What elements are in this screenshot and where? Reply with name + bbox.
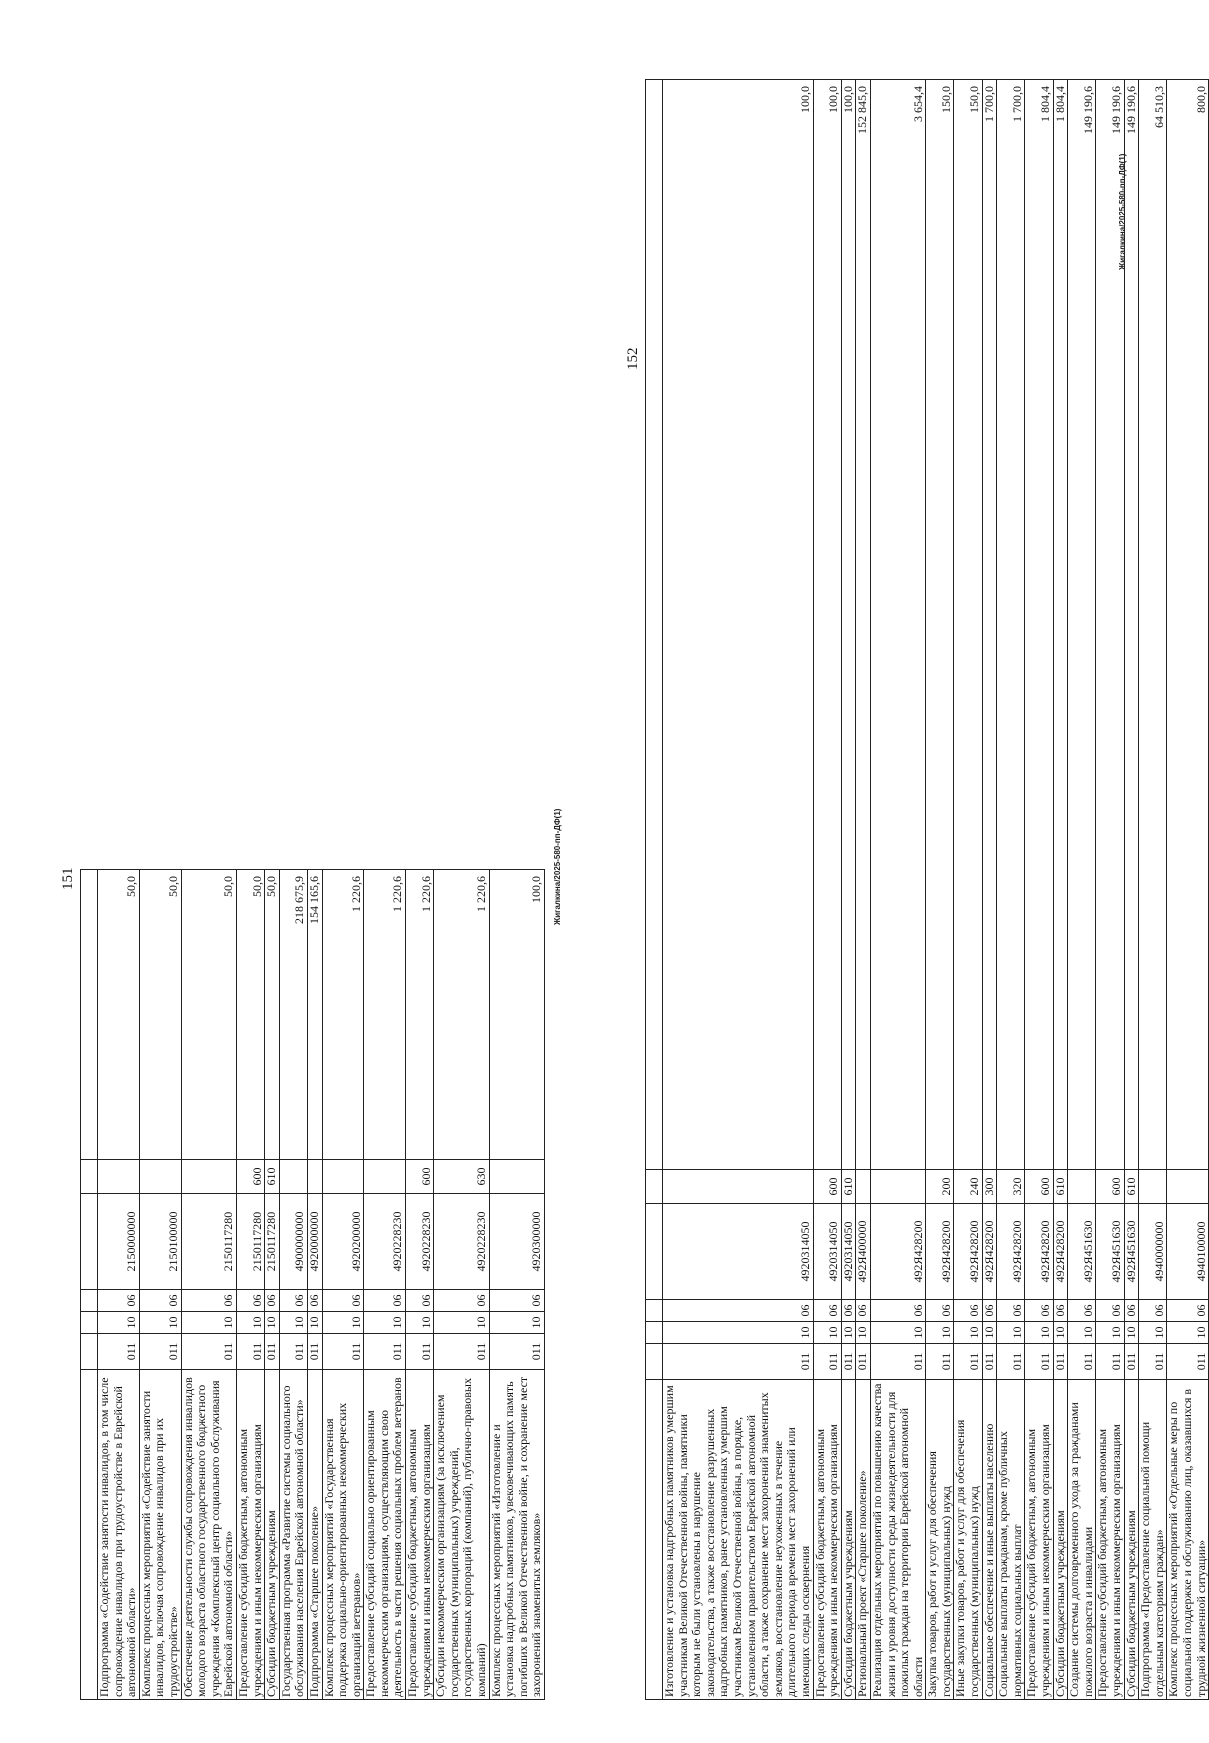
row-vr: 610 [1053, 1170, 1068, 1204]
row-name: Социальные выплаты гражданам, кроме публичных нормативных социальных выплат [997, 1380, 1025, 1700]
row-name: Предоставление субсидий бюджетным, автономным учреждениям и иным некоммерческим организациям [1025, 1380, 1053, 1700]
row-csr: 492Я428200 [1025, 1204, 1053, 1300]
row-pr: 06 [1053, 1300, 1068, 1322]
row-gr: 011 [997, 1344, 1025, 1380]
table-row [1124, 80, 1139, 1700]
row-name: Предоставление субсидий социально ориентированным некоммерческим организациям, осуществляющим свою деятельность в части решения социальных проблем ветеранов [364, 1370, 406, 1700]
row-name: Закупка товаров, работ и услуг для обеспечения государственных (муниципальных) нужд [926, 1380, 954, 1700]
row-name: Предоставление субсидий бюджетным, автономным учреждениям и иным некоммерческим организациям [236, 1370, 264, 1700]
row-csr: 492Я400000 [856, 1204, 871, 1300]
row-rz: 10 [856, 1322, 871, 1344]
row-vr: 610 [1124, 1170, 1139, 1204]
row-amount: 152 845,0 [856, 80, 871, 1170]
row-vr [181, 1160, 236, 1194]
row-name: Обеспечение деятельности службы сопровождения инвалидов молодого возраста областного государственного бюджетного учреждения «Комплексный центр социального обслуживания Еврейской автономной области» [181, 1370, 236, 1700]
row-csr: 492Я428200 [1053, 1204, 1068, 1300]
row-gr: 011 [364, 1334, 406, 1370]
row-rz: 10 [489, 1312, 544, 1334]
row-gr: 011 [1068, 1344, 1096, 1380]
table-row [1025, 80, 1053, 1700]
table-row [322, 870, 364, 1700]
row-pr: 06 [841, 1300, 856, 1322]
row-rz: 10 [926, 1322, 954, 1344]
row-gr: 011 [954, 1344, 982, 1380]
row-pr: 06 [434, 1290, 489, 1312]
row-amount: 50,0 [236, 870, 264, 1160]
row-vr [1139, 1170, 1167, 1204]
row-pr: 06 [279, 1290, 307, 1312]
row-gr: 011 [813, 1344, 841, 1380]
row-rz: 10 [813, 1322, 841, 1344]
header-cell [646, 1344, 663, 1380]
row-vr: 200 [926, 1170, 954, 1204]
row-rz: 10 [1068, 1322, 1096, 1344]
row-pr: 06 [265, 1290, 280, 1312]
row-gr: 011 [406, 1334, 434, 1370]
footer-left: Жигалкина/2025-580-пп-ДФ(1) [553, 808, 562, 925]
row-amount: 1 220,6 [434, 870, 489, 1160]
row-name: Изготовление и установка надгробных памятников умершим участникам Великой Отечественной войны, памятники которым не были установлены в нарушение законодательства, а также восстановление разрушенных надгробных памятников, ранее установленных умершим участникам Великой Отечественной войны, в порядке, установленном правительством Еврейской автономной области, а также сохранение мест захоронений знаменитых земляков, восстановление неухоженных в течение длительного периода времени мест захоронений или имеющих следы осквернения [663, 1380, 814, 1700]
row-vr: 600 [1025, 1170, 1053, 1204]
row-name: Подпрограмма «Старшее поколение» [307, 1370, 322, 1700]
row-amount: 150,0 [954, 80, 982, 1170]
row-amount: 100,0 [489, 870, 544, 1160]
row-csr: 2150117280 [236, 1194, 264, 1290]
row-pr: 06 [997, 1300, 1025, 1322]
row-pr: 06 [1124, 1300, 1139, 1322]
row-rz: 10 [1053, 1322, 1068, 1344]
table-row [1068, 80, 1096, 1700]
row-vr: 610 [265, 1160, 280, 1194]
row-rz: 10 [663, 1322, 814, 1344]
row-amount: 1 220,6 [364, 870, 406, 1160]
row-pr: 06 [1167, 1300, 1209, 1322]
table-row [1167, 80, 1209, 1700]
table-row [236, 870, 264, 1700]
row-csr: 4920228230 [434, 1194, 489, 1290]
row-name: Предоставление субсидий бюджетным, автономным учреждениям и иным некоммерческим организациям [406, 1370, 434, 1700]
header-cell [81, 1334, 98, 1370]
row-amount: 100,0 [813, 80, 841, 1170]
row-csr: 4920000000 [307, 1194, 322, 1290]
row-gr: 011 [434, 1334, 489, 1370]
header-cell [81, 1160, 98, 1194]
row-csr: 2150000000 [98, 1194, 140, 1290]
table-row [364, 870, 406, 1700]
row-rz: 10 [236, 1312, 264, 1334]
row-pr: 06 [1096, 1300, 1124, 1322]
row-csr: 4900000000 [279, 1194, 307, 1290]
row-vr: 300 [982, 1170, 997, 1204]
row-gr: 011 [1139, 1344, 1167, 1380]
row-amount: 50,0 [181, 870, 236, 1160]
row-rz: 10 [322, 1312, 364, 1334]
row-name: Реализация отдельных мероприятий по повышению качества жизни и уровня доступности среды жизнедеятельности для пожилых граждан на территории Еврейской автономной области [870, 1380, 925, 1700]
row-vr [663, 1170, 814, 1204]
row-rz: 10 [98, 1312, 140, 1334]
row-pr: 06 [307, 1290, 322, 1312]
row-pr: 06 [489, 1290, 544, 1312]
table-row [489, 870, 544, 1700]
row-amount: 50,0 [139, 870, 181, 1160]
header-cell [646, 1380, 663, 1700]
row-gr: 011 [1124, 1344, 1139, 1380]
row-pr: 06 [236, 1290, 264, 1312]
row-name: Государственная программа «Развитие системы социального обслуживания населения Еврейской автономной области» [279, 1370, 307, 1700]
row-vr: 600 [236, 1160, 264, 1194]
row-amount: 1 700,0 [982, 80, 997, 1170]
row-gr: 011 [265, 1334, 280, 1370]
row-rz: 10 [265, 1312, 280, 1334]
row-vr: 610 [841, 1170, 856, 1204]
row-name: Иные закупки товаров, работ и услуг для обеспечения государственных (муниципальных) нужд [954, 1380, 982, 1700]
row-rz: 10 [1139, 1322, 1167, 1344]
row-csr: 492Я428200 [926, 1204, 954, 1300]
row-rz: 10 [954, 1322, 982, 1344]
row-vr [307, 1160, 322, 1194]
row-vr: 240 [954, 1170, 982, 1204]
row-vr: 600 [406, 1160, 434, 1194]
row-gr: 011 [1025, 1344, 1053, 1380]
row-vr: 600 [1096, 1170, 1124, 1204]
row-rz: 10 [406, 1312, 434, 1334]
row-amount: 64 510,3 [1139, 80, 1167, 1170]
row-gr: 011 [139, 1334, 181, 1370]
row-name: Комплекс процессных мероприятий «Содействие занятости инвалидов, включая сопровождение инвалидов при их трудоустройстве» [139, 1370, 181, 1700]
row-gr: 011 [98, 1334, 140, 1370]
table-row [813, 80, 841, 1700]
row-pr: 06 [813, 1300, 841, 1322]
row-vr: 630 [434, 1160, 489, 1194]
table-row [98, 870, 140, 1700]
row-amount: 1 220,6 [322, 870, 364, 1160]
row-csr: 4940100000 [1167, 1204, 1209, 1300]
row-pr: 06 [98, 1290, 140, 1312]
row-name: Субсидии бюджетным учреждениям [841, 1380, 856, 1700]
row-name: Региональный проект «Старшее поколение» [856, 1380, 871, 1700]
row-amount: 50,0 [98, 870, 140, 1160]
header-cell [81, 1194, 98, 1290]
row-amount: 154 165,6 [307, 870, 322, 1160]
row-amount: 800,0 [1167, 80, 1209, 1170]
page-number: 151 [60, 867, 76, 890]
row-csr: 4920314050 [813, 1204, 841, 1300]
row-gr: 011 [1167, 1344, 1209, 1380]
table-row [841, 80, 856, 1700]
row-name: Субсидии бюджетным учреждениям [1124, 1380, 1139, 1700]
row-amount: 150,0 [926, 80, 954, 1170]
table-row [265, 870, 280, 1700]
table-row [997, 80, 1025, 1700]
row-csr: 2150100000 [139, 1194, 181, 1290]
table-row [870, 80, 925, 1700]
row-rz: 10 [982, 1322, 997, 1344]
row-name: Создание системы долговременного ухода за гражданами пожилого возраста и инвалидами [1068, 1380, 1096, 1700]
row-vr [870, 1170, 925, 1204]
row-vr [98, 1160, 140, 1194]
budget-table [80, 869, 545, 1700]
page-152 [625, 60, 1208, 1700]
row-gr: 011 [663, 1344, 814, 1380]
row-rz: 10 [1124, 1322, 1139, 1344]
row-pr: 06 [406, 1290, 434, 1312]
row-vr [1167, 1170, 1209, 1204]
table-row [982, 80, 997, 1700]
row-vr [489, 1160, 544, 1194]
row-name: Подпрограмма «Предоставление социальной помощи отдельным категориям граждан» [1139, 1380, 1167, 1700]
row-pr: 06 [870, 1300, 925, 1322]
row-csr: 4920300000 [489, 1194, 544, 1290]
row-gr: 011 [1053, 1344, 1068, 1380]
row-vr [322, 1160, 364, 1194]
row-pr: 06 [322, 1290, 364, 1312]
row-rz: 10 [1096, 1322, 1124, 1344]
row-amount: 1 804,4 [1053, 80, 1068, 1170]
row-name: Субсидии некоммерческим организациям (за исключением государственных (муниципальных) учреждений, государственных корпораций (компаний), публично-правовых компаний) [434, 1370, 489, 1700]
table-row [181, 870, 236, 1700]
row-vr [1068, 1170, 1096, 1204]
row-csr: 492Я428200 [870, 1204, 925, 1300]
header-cell [646, 1300, 663, 1322]
row-amount: 3 654,4 [870, 80, 925, 1170]
row-pr: 06 [364, 1290, 406, 1312]
row-vr: 600 [813, 1170, 841, 1204]
row-amount: 100,0 [841, 80, 856, 1170]
row-pr: 06 [1025, 1300, 1053, 1322]
row-name: Предоставление субсидий бюджетным, автономным учреждениям и иным некоммерческим организациям [813, 1380, 841, 1700]
row-name: Комплекс процессных мероприятий «Отдельные меры по социальной поддержке и обслуживанию лиц, оказавшихся в трудной жизненной ситуации» [1167, 1380, 1209, 1700]
row-csr: 492Я451630 [1096, 1204, 1124, 1300]
header-cell [81, 1370, 98, 1700]
row-csr: 4920228230 [364, 1194, 406, 1290]
row-rz: 10 [1025, 1322, 1053, 1344]
row-amount: 1 220,6 [406, 870, 434, 1160]
row-pr: 06 [982, 1300, 997, 1322]
row-csr: 492Я451630 [1068, 1204, 1096, 1300]
table-row [139, 870, 181, 1700]
footer-right: Жигалкина/2025-580-пп-ДФ(1) [1118, 153, 1127, 270]
row-amount: 1 804,4 [1025, 80, 1053, 1170]
row-amount: 100,0 [663, 80, 814, 1170]
row-pr: 06 [139, 1290, 181, 1312]
row-name: Комплекс процессных мероприятий «Государственная поддержка социально-ориентированных некоммерческих организаций ветеранов» [322, 1370, 364, 1700]
row-csr: 2150117280 [265, 1194, 280, 1290]
row-name: Социальное обеспечение и иные выплаты населению [982, 1380, 997, 1700]
row-amount: 149 190,6 [1096, 80, 1124, 1170]
row-pr: 06 [181, 1290, 236, 1312]
row-csr: 4920228230 [406, 1194, 434, 1290]
row-csr: 492Я428200 [982, 1204, 997, 1300]
page-151 [60, 860, 565, 1700]
row-gr: 011 [982, 1344, 997, 1380]
row-amount: 149 190,6 [1068, 80, 1096, 1170]
row-pr: 06 [926, 1300, 954, 1322]
row-gr: 011 [489, 1334, 544, 1370]
page-number: 152 [625, 347, 641, 370]
table-row [434, 870, 489, 1700]
row-rz: 10 [997, 1322, 1025, 1344]
row-pr: 06 [954, 1300, 982, 1322]
row-name: Субсидии бюджетным учреждениям [265, 1370, 280, 1700]
row-gr: 011 [856, 1344, 871, 1380]
header-cell [81, 870, 98, 1160]
header-cell [81, 1312, 98, 1334]
table-row [406, 870, 434, 1700]
row-pr: 06 [1068, 1300, 1096, 1322]
table-header-row [646, 80, 663, 1700]
table-row [954, 80, 982, 1700]
row-vr [279, 1160, 307, 1194]
row-name: Комплекс процессных мероприятий «Изготовление и установка надгробных памятников, увековечивающих память погибших в Великой Отечественной войне, и сохранение мест захоронений знаменитых земляков» [489, 1370, 544, 1700]
row-csr: 4920314050 [841, 1204, 856, 1300]
row-gr: 011 [1096, 1344, 1124, 1380]
row-amount: 218 675,9 [279, 870, 307, 1160]
header-cell [646, 1204, 663, 1300]
table-row [663, 80, 814, 1700]
row-gr: 011 [322, 1334, 364, 1370]
table-header-row [81, 870, 98, 1700]
row-csr: 2150117280 [181, 1194, 236, 1290]
row-gr: 011 [926, 1344, 954, 1380]
header-cell [646, 1170, 663, 1204]
row-csr: 4940000000 [1139, 1204, 1167, 1300]
row-rz: 10 [139, 1312, 181, 1334]
header-cell [646, 1322, 663, 1344]
row-rz: 10 [434, 1312, 489, 1334]
row-csr: 4920200000 [322, 1194, 364, 1290]
row-rz: 10 [1167, 1322, 1209, 1344]
table-row [926, 80, 954, 1700]
row-rz: 10 [841, 1322, 856, 1344]
row-amount: 50,0 [265, 870, 280, 1160]
row-vr: 320 [997, 1170, 1025, 1204]
row-rz: 10 [279, 1312, 307, 1334]
row-gr: 011 [279, 1334, 307, 1370]
row-pr: 06 [856, 1300, 871, 1322]
row-amount: 149 190,6 [1124, 80, 1139, 1170]
table-row [856, 80, 871, 1700]
row-name: Подпрограмма «Содействие занятости инвалидов, в том числе сопровождение инвалидов при трудоустройстве в Еврейской автономной области» [98, 1370, 140, 1700]
row-gr: 011 [841, 1344, 856, 1380]
row-csr: 4920314050 [663, 1204, 814, 1300]
table-row [1096, 80, 1124, 1700]
row-amount: 1 700,0 [997, 80, 1025, 1170]
budget-table [645, 79, 1209, 1700]
row-csr: 492Я428200 [997, 1204, 1025, 1300]
row-name: Субсидии бюджетным учреждениям [1053, 1380, 1068, 1700]
row-pr: 06 [1139, 1300, 1167, 1322]
row-rz: 10 [307, 1312, 322, 1334]
row-vr [139, 1160, 181, 1194]
row-pr: 06 [663, 1300, 814, 1322]
row-gr: 011 [236, 1334, 264, 1370]
header-cell [81, 1290, 98, 1312]
row-name: Предоставление субсидий бюджетным, автономным учреждениям и иным некоммерческим организациям [1096, 1380, 1124, 1700]
row-gr: 011 [181, 1334, 236, 1370]
row-csr: 492Я451630 [1124, 1204, 1139, 1300]
table-row [307, 870, 322, 1700]
row-rz: 10 [870, 1322, 925, 1344]
header-cell [646, 80, 663, 1170]
table-row [1139, 80, 1167, 1700]
table-row [1053, 80, 1068, 1700]
row-rz: 10 [181, 1312, 236, 1334]
row-gr: 011 [870, 1344, 925, 1380]
row-rz: 10 [364, 1312, 406, 1334]
row-gr: 011 [307, 1334, 322, 1370]
row-csr: 492Я428200 [954, 1204, 982, 1300]
table-row [279, 870, 307, 1700]
row-vr [856, 1170, 871, 1204]
row-vr [364, 1160, 406, 1194]
